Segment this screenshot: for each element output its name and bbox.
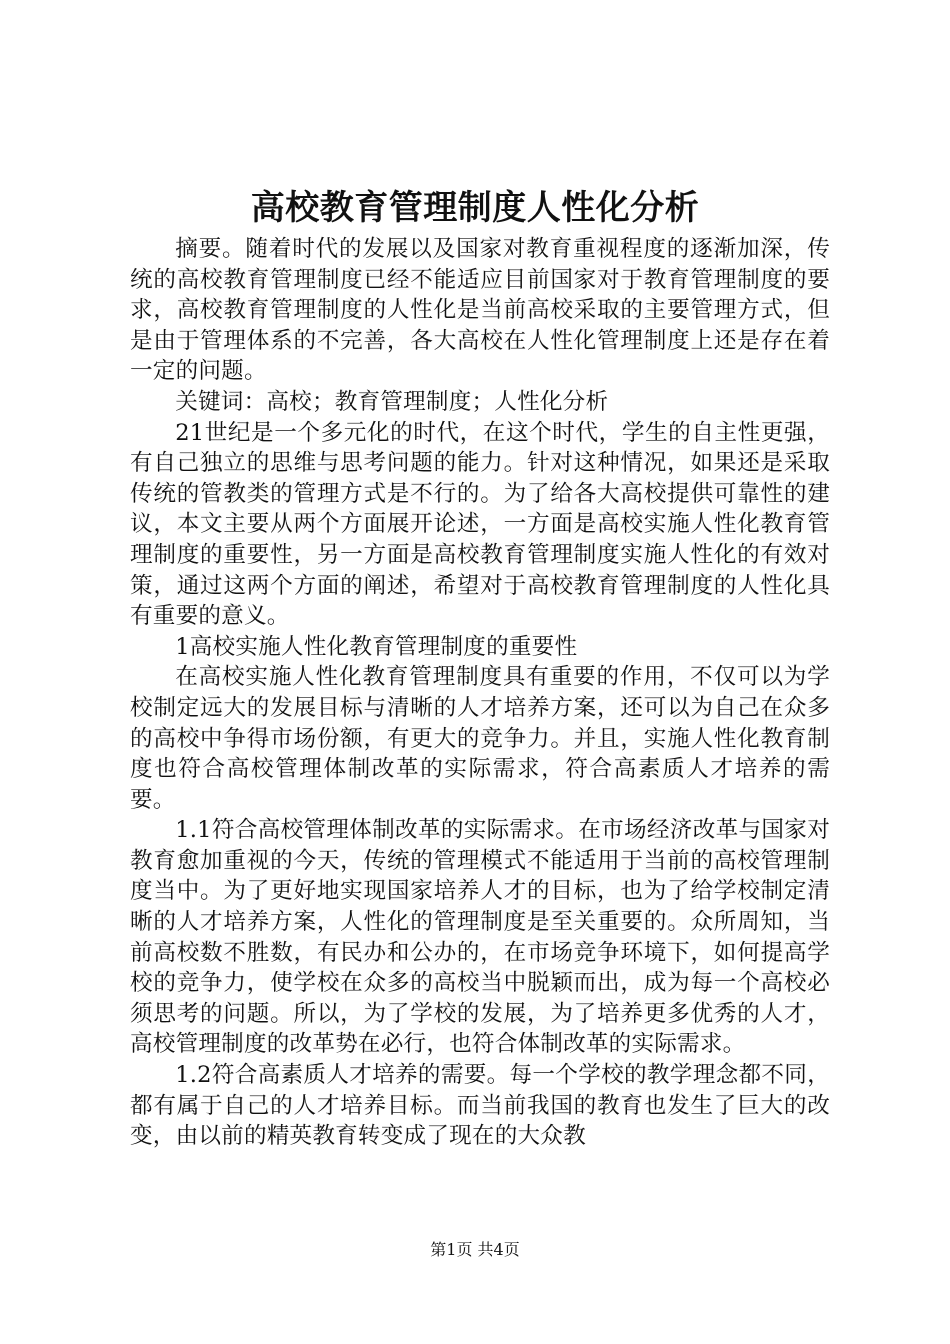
- section-1-2-paragraph: 1.2符合高素质人才培养的需要。每一个学校的教学理念都不同，都有属于自己的人才培养目标。而当前我国的教育也发生了巨大的改变，由以前的精英教育转变成了现在的大众教: [130, 1062, 830, 1150]
- section-1-1-paragraph: 1.1符合高校管理体制改革的实际需求。在市场经济改革与国家对教育愈加重视的今天，传统的管理模式不能适用于当前的高校管理制度当中。为了更好地实现国家培养人才的目标，也为了给学校制定清晰的人才培养方案，人性化的管理制度是至关重要的。众所周知，当前高校数不胜数，有民办和公办的，在市场竞争环境下，如何提高学校的竞争力，使学校在众多的高校当中脱颖而出，成为每一个高校必须思考的问题。所以，为了学校的发展，为了培养更多优秀的人才，高校管理制度的改革势在必行，也符合体制改革的实际需求。: [130, 817, 830, 1058]
- keywords-paragraph: 关键词：高校；教育管理制度；人性化分析: [175, 388, 609, 415]
- intro-paragraph: 21世纪是一个多元化的时代，在这个时代，学生的自主性更强，有自己独立的思维与思考问题的能力。针对这种情况，如果还是采取传统的管教类的管理方式是不行的。为了给各大高校提供可靠性的建议，本文主要从两个方面展开论述，一方面是高校实施人性化教育管理制度的重要性，另一方面是高校教育管理制度实施人性化的有效对策，通过这两个方面的阐述，希望对于高校教育管理制度的人性化具有重要的意义。: [130, 419, 830, 630]
- page-number-footer: 第1页 共4页: [430, 1240, 520, 1259]
- document-title: 高校教育管理制度人性化分析: [250, 188, 700, 228]
- document-body: [130, 234, 830, 1152]
- section-1-heading: 1高校实施人性化教育管理制度的重要性: [175, 633, 578, 660]
- section-1-paragraph: 在高校实施人性化教育管理制度具有重要的作用，不仅可以为学校制定远大的发展目标与清晰的人才培养方案，还可以为自己在众多的高校中争得市场份额，有更大的竞争力。并且，实施人性化教育制度也符合高校管理体制改革的实际需求，符合高素质人才培养的需要。: [130, 664, 830, 813]
- abstract-paragraph: 摘要。随着时代的发展以及国家对教育重视程度的逐渐加深，传统的高校教育管理制度已经不能适应目前国家对于教育管理制度的要求，高校教育管理制度的人性化是当前高校采取的主要管理方式，但是由于管理体系的不完善，各大高校在人性化管理制度上还是存在着一定的问题。: [130, 236, 830, 385]
